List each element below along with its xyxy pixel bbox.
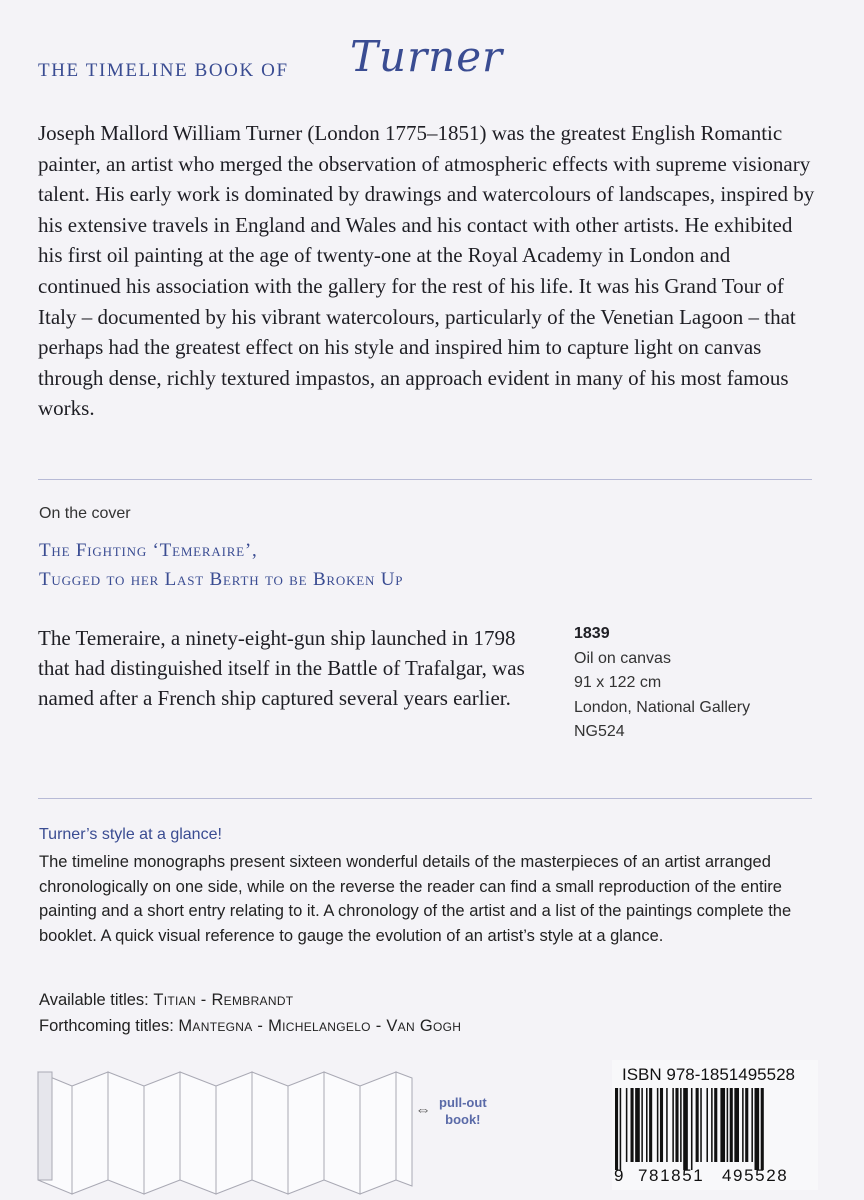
barcode-digit-first: 9	[614, 1166, 624, 1185]
glance-heading: Turner’s style at a glance!	[39, 826, 222, 843]
barcode-digits-mid: 781851	[638, 1166, 705, 1185]
painting-size: 91 x 122 cm	[574, 674, 662, 691]
barcode-bar	[657, 1088, 659, 1162]
barcode-bar	[706, 1088, 708, 1162]
barcode-bar	[646, 1088, 648, 1162]
painting-inventory: NG524	[574, 723, 625, 740]
series-title: THE TIMELINE BOOK OF	[38, 60, 289, 81]
barcode-bar	[672, 1088, 674, 1162]
barcode-bar	[641, 1088, 643, 1162]
barcode-bar	[620, 1088, 622, 1170]
pullout-line-2: book!	[445, 1112, 481, 1127]
barcode-bar	[675, 1088, 678, 1162]
cover-description: The Temeraire, a ninety-eight-gun ship launched in 1798 that had distinguished itself in the Battle of Trafalgar, was named after a French ship captured several years earlier.	[38, 626, 525, 710]
barcode-bar	[751, 1088, 753, 1162]
barcode-bar	[714, 1088, 717, 1162]
painting-details	[574, 622, 750, 745]
available-titles-label: Available titles:	[39, 991, 149, 1009]
barcode-bar	[626, 1088, 628, 1162]
titles-list	[39, 987, 461, 1039]
barcode-bar	[755, 1088, 760, 1170]
barcode-bar	[742, 1088, 744, 1162]
available-titles: Titian - Rembrandt	[153, 991, 294, 1009]
barcode-bar	[615, 1088, 618, 1170]
pullout-line-1: pull-out	[439, 1095, 487, 1110]
barcode-bar	[683, 1088, 688, 1170]
cover-label: On the cover	[39, 505, 131, 522]
painting-year: 1839	[574, 625, 610, 642]
barcode-bar	[666, 1088, 668, 1162]
forthcoming-titles: Mantegna - Michelangelo - Van Gogh	[178, 1017, 462, 1035]
barcode-bar	[635, 1088, 640, 1162]
painting-location: London, National Gallery	[574, 698, 751, 716]
painting-medium: Oil on canvas	[574, 649, 671, 667]
intro-paragraph: Joseph Mallord William Turner (London 1775–1851) was the greatest English Romantic painter, an artist who merged the observation of atmospheric effects with supreme visionary talent. His early work is dominated by drawings and watercolours of landscapes, inspired by his extensive travels in England and Wales and his contact with other artists. He exhibited his first oil painting at the age of twenty-one at the Royal Academy in London and continued his association with the gallery for the rest of his life. It was his Grand Tour of Italy – documented by his vibrant watercolours, particularly of the Venetian Lagoon – that perhaps had the greatest effect on his style and inspired him to capture light on canvas through dense, richly textured impastos, an approach evident in many of his most famous works.	[38, 121, 815, 421]
barcode-bar	[734, 1088, 739, 1162]
cover-painting-title	[39, 536, 403, 594]
glance-paragraph: The timeline monographs present sixteen wonderful details of the masterpieces of an artist arranged chronologically on one side, while on the reverse the reader can find a small reproduction of the entire painting and a short entry relating to it. A chronology of the artist and a list of the paintings complete the booklet. A quick visual reference to gauge the evolution of an artist’s style at a glance.	[39, 853, 792, 945]
pullout-note	[415, 1094, 487, 1128]
artist-name-logo: Turner	[350, 32, 504, 81]
barcode-bar	[727, 1088, 729, 1162]
barcode-bar	[696, 1088, 699, 1162]
barcode-bar	[680, 1088, 682, 1162]
accordion-booklet-icon	[36, 1068, 416, 1198]
barcode-bar	[711, 1088, 713, 1162]
barcode-bar	[745, 1088, 748, 1162]
cover-title-line-2: Tugged to her Last Berth to be Broken Up	[39, 569, 404, 590]
double-arrow-icon: ⇔	[415, 1102, 431, 1119]
barcode-bar	[660, 1088, 663, 1162]
divider	[38, 798, 812, 799]
barcode-bar	[730, 1088, 733, 1162]
isbn-label: ISBN 978-1851495528	[622, 1065, 795, 1084]
divider	[38, 479, 812, 480]
barcode-bar	[761, 1088, 764, 1170]
barcode-bar	[720, 1088, 725, 1162]
barcode-bar	[700, 1088, 702, 1162]
cover-title-line-1: The Fighting ‘Temeraire’,	[39, 540, 258, 561]
barcode-digits-end: 495528	[722, 1166, 789, 1185]
forthcoming-titles-label: Forthcoming titles:	[39, 1017, 174, 1035]
barcode-bar	[649, 1088, 652, 1162]
barcode-bar	[691, 1088, 693, 1170]
barcode-bar	[631, 1088, 634, 1162]
barcode-icon	[613, 1088, 813, 1170]
